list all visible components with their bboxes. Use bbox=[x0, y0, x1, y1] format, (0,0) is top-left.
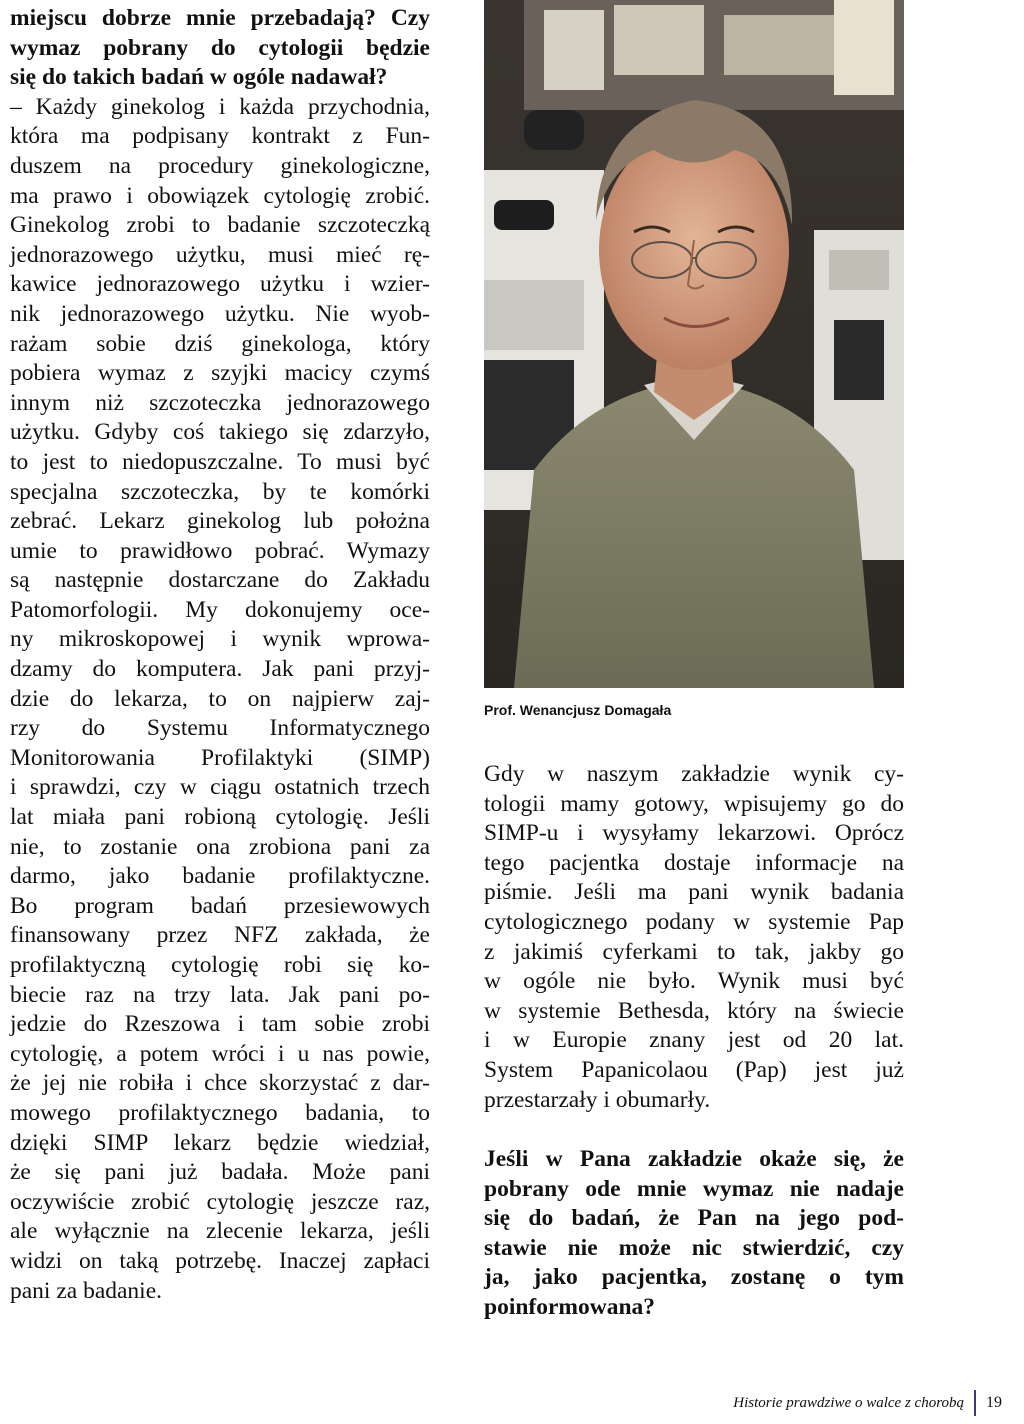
text-line: użytku. Gdyby coś takiego się zdarzyło, bbox=[10, 419, 430, 446]
text-line: która ma podpisany kontrakt z Fun- bbox=[10, 123, 430, 150]
text-line: jednorazowego użytku, musi mieć rę- bbox=[10, 241, 430, 268]
text-line: wymaz pobrany do cytologii będzie bbox=[10, 34, 430, 61]
text-line: to jest to niedopuszczalne. To musi być bbox=[10, 448, 430, 475]
text-line: tologii mamy gotowy, wpisujemy go do bbox=[484, 790, 904, 817]
text-line: w systemie Bethesda, który na świecie bbox=[484, 997, 904, 1024]
portrait-photo bbox=[484, 0, 904, 688]
text-line: stawie nie może nic stwierdzić, czy bbox=[484, 1234, 904, 1261]
text-line: nik jednorazowego użytku. Nie wyob- bbox=[10, 300, 430, 327]
text-line: finansowany przez NFZ zakłada, że bbox=[10, 922, 430, 949]
text-line: tego pacjentka dostaje informacje na bbox=[484, 849, 904, 876]
text-line: są następnie dostarczane do Zakładu bbox=[10, 567, 430, 594]
text-line: kawice jednorazowego użytku i wzier- bbox=[10, 271, 430, 298]
text-line: Patomorfologii. My dokonujemy oce- bbox=[10, 596, 430, 623]
text-line: widzi on taką potrzebę. Inaczej zapłaci bbox=[10, 1247, 430, 1274]
text-line: nie, to zostanie ona zrobiona pani za bbox=[10, 833, 430, 860]
text-line: że się pani już badała. Może pani bbox=[10, 1159, 430, 1186]
text-line: Bo program badań przesiewowych bbox=[10, 892, 430, 919]
question-next bbox=[484, 1145, 904, 1323]
text-line: przestarzały i obumarły. bbox=[484, 1086, 711, 1113]
text-line: pobiera wymaz z szyjki macicy czymś bbox=[10, 360, 430, 387]
text-line: innym niż szczoteczka jednorazowego bbox=[10, 389, 430, 416]
text-line: ny mikroskopowej i wynik wprowa- bbox=[10, 626, 430, 653]
answer-left bbox=[10, 93, 430, 1306]
page-footer bbox=[733, 1390, 1002, 1416]
text-line: darmo, jako badanie profilaktyczne. bbox=[10, 863, 430, 890]
text-line: biecie raz na trzy lata. Jak pani po- bbox=[10, 981, 430, 1008]
text-line: i w Europie znany jest od 20 lat. bbox=[484, 1027, 904, 1054]
text-line: i sprawdzi, czy w ciągu ostatnich trzech bbox=[10, 774, 430, 801]
text-line: duszem na procedury ginekologiczne, bbox=[10, 152, 430, 179]
text-line: się do takich badań w ogóle nadawał? bbox=[10, 64, 388, 91]
text-line: dzięki SIMP lekarz będzie wiedział, bbox=[10, 1129, 430, 1156]
photo-caption: Prof. Wenancjusz Domagała bbox=[484, 702, 672, 718]
text-line: dzamy do komputera. Jak pani przyj- bbox=[10, 656, 430, 683]
right-answer bbox=[484, 760, 904, 1115]
text-line: profilaktyczną cytologię robi się ko- bbox=[10, 952, 430, 978]
text-line: zebrać. Lekarz ginekolog lub położna bbox=[10, 508, 430, 535]
text-line: System Papanicolaou (Pap) jest już bbox=[484, 1056, 904, 1083]
text-line: z jakimiś cyferkami to tak, jakby go bbox=[484, 938, 904, 965]
text-line: specjalna szczoteczka, by te komórki bbox=[10, 478, 430, 505]
text-line: ma prawo i obowiązek cytologię zrobić. bbox=[10, 182, 430, 209]
text-line: miejscu dobrze mnie przebadają? Czy bbox=[10, 5, 430, 31]
text-line: piśmie. Jeśli ma pani wynik badania bbox=[484, 879, 904, 906]
text-line: mowego profilaktycznego badania, to bbox=[10, 1099, 430, 1126]
text-line: rzy do Systemu Informatycznego bbox=[10, 715, 430, 742]
text-line: ale wyłącznie na zlecenie lekarza, jeśli bbox=[10, 1218, 430, 1245]
text-line: poinformowana? bbox=[484, 1293, 656, 1320]
left-column bbox=[10, 4, 430, 1306]
text-line: pani za badanie. bbox=[10, 1277, 163, 1304]
text-line: SIMP-u i wysyłamy lekarzowi. Oprócz bbox=[484, 820, 904, 847]
text-line: pobrany ode mnie wymaz nie nadaje bbox=[484, 1175, 904, 1202]
text-line: że jej nie robiła i chce skorzystać z dar- bbox=[10, 1070, 430, 1097]
question-tail bbox=[10, 4, 430, 93]
answer-right bbox=[484, 760, 904, 1115]
footer-title: Historie prawdziwe o walce z chorobą bbox=[733, 1394, 964, 1411]
text-line: dzie do lekarza, to on najpierw zaj- bbox=[10, 685, 430, 712]
text-line: oczywiście zrobić cytologię jeszcze raz, bbox=[10, 1188, 430, 1215]
text-line: Jeśli w Pana zakładzie okaże się, że bbox=[484, 1146, 904, 1172]
text-line: cytologię, a potem wróci i u nas powie, bbox=[10, 1040, 430, 1067]
text-line: w ogóle nie było. Wynik musi być bbox=[484, 968, 904, 995]
text-line: rażam sobie dziś ginekologa, który bbox=[10, 330, 430, 357]
text-line: – Każdy ginekolog i każda przychodnia, bbox=[10, 93, 430, 120]
footer-divider bbox=[974, 1390, 976, 1416]
text-line: lat miała pani robioną cytologię. Jeśli bbox=[10, 804, 430, 831]
text-line: się do badań, że Pan na jego pod- bbox=[484, 1205, 904, 1232]
text-line: cytologicznego podany w systemie Pap bbox=[484, 908, 904, 935]
page-number: 19 bbox=[986, 1394, 1002, 1411]
text-line: jedzie do Rzeszowa i tam sobie zrobi bbox=[10, 1011, 430, 1038]
text-line: Monitorowania Profilaktyki (SIMP) bbox=[10, 744, 430, 771]
right-question bbox=[484, 1145, 904, 1323]
text-line: Ginekolog zrobi to badanie szczoteczką bbox=[10, 212, 430, 239]
text-line: ja, jako pacjentka, zostanę o tym bbox=[484, 1264, 904, 1291]
text-line: umie to prawidłowo pobrać. Wymazy bbox=[10, 537, 430, 564]
text-line: Gdy w naszym zakładzie wynik cy- bbox=[484, 761, 904, 787]
